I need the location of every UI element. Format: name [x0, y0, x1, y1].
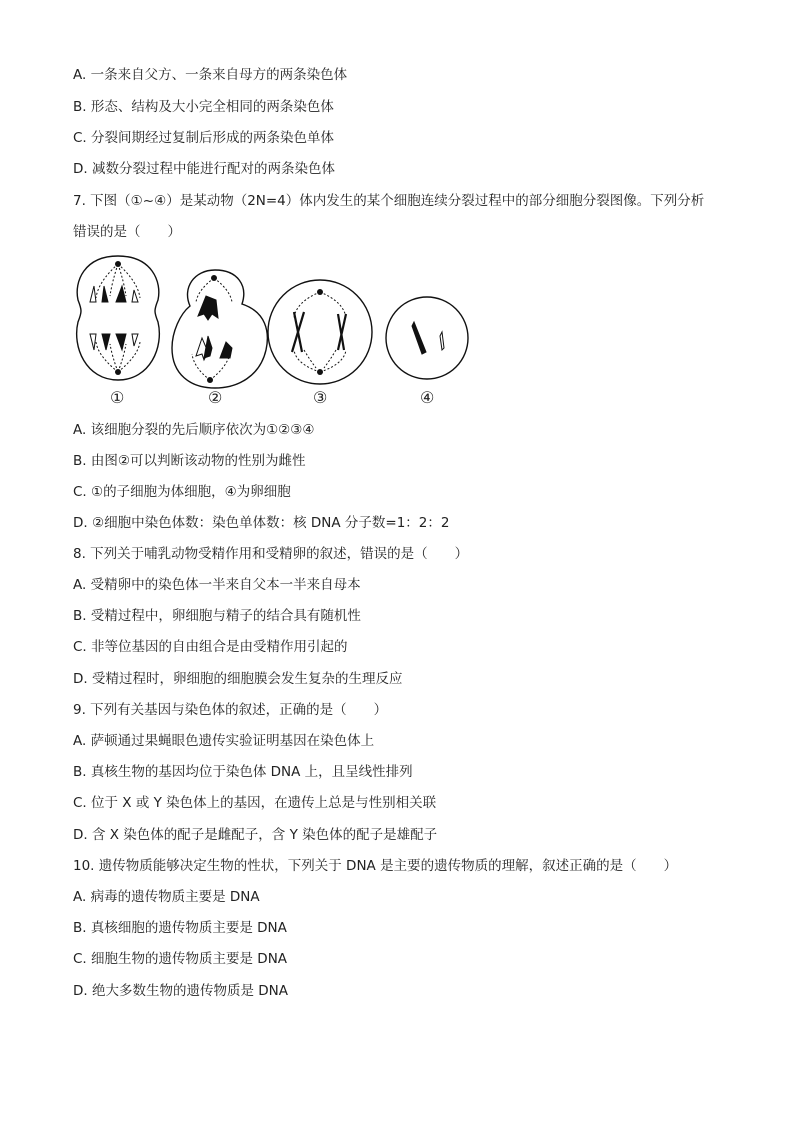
q9-option-a: A. 萨顿通过果蝇眼色遗传实验证明基因在染色体上 — [73, 733, 375, 749]
q6-option-d: D. 减数分裂过程中能进行配对的两条染色体 — [73, 161, 335, 177]
q9-option-d: D. 含 X 染色体的配子是雌配子，含 Y 染色体的配子是雄配子 — [73, 827, 438, 843]
q6-option-b: B. 形态、结构及大小完全相同的两条染色体 — [73, 99, 334, 115]
cell-2-membrane — [172, 270, 267, 388]
q10-stem: 10. 遗传物质能够决定生物的性状，下列关于 DNA 是主要的遗传物质的理解，叙述正确的是（ ） — [73, 858, 678, 874]
q7-stem-line1: 7. 下图（①~④）是某动物（2N=4）体内发生的某个细胞连续分裂过程中的部分细胞分裂图像。下列分析 — [73, 193, 705, 209]
cell-3-membrane — [268, 280, 372, 384]
q7-option-a: A. 该细胞分裂的先后顺序依次为①②③④ — [73, 422, 315, 438]
q6-option-a: A. 一条来自父方、一条来自母方的两条染色体 — [73, 67, 348, 83]
cell-4-membrane — [386, 297, 468, 379]
q7-option-b: B. 由图②可以判断该动物的性别为雌性 — [73, 453, 306, 469]
q9-option-b: B. 真核生物的基因均位于染色体 DNA 上，且呈线性排列 — [73, 764, 413, 780]
q6-option-c: C. 分裂间期经过复制后形成的两条染色单体 — [73, 130, 335, 146]
cell-division-figure — [70, 252, 480, 412]
q7-stem-line2: 错误的是（ ） — [73, 224, 181, 240]
q8-option-d: D. 受精过程时，卵细胞的细胞膜会发生复杂的生理反应 — [73, 671, 403, 687]
q8-option-b: B. 受精过程中，卵细胞与精子的结合具有随机性 — [73, 608, 361, 624]
q9-option-c: C. 位于 X 或 Y 染色体上的基因，在遗传上总是与性别相关联 — [73, 795, 437, 811]
cell-label-3: ③ — [313, 388, 328, 407]
q7-option-c: C. ①的子细胞为体细胞，④为卵细胞 — [73, 484, 291, 500]
q8-stem: 8. 下列关于哺乳动物受精作用和受精卵的叙述，错误的是（ ） — [73, 546, 469, 562]
cell-label-1: ① — [110, 388, 125, 407]
q8-option-a: A. 受精卵中的染色体一半来自父本一半来自母本 — [73, 577, 361, 593]
q9-stem: 9. 下列有关基因与染色体的叙述，正确的是（ ） — [73, 702, 388, 718]
cell-label-4: ④ — [420, 388, 435, 407]
q8-option-c: C. 非等位基因的自由组合是由受精作用引起的 — [73, 639, 348, 655]
q10-option-d: D. 绝大多数生物的遗传物质是 DNA — [73, 983, 288, 999]
q10-option-a: A. 病毒的遗传物质主要是 DNA — [73, 889, 260, 905]
cell-1-membrane — [77, 256, 160, 380]
cell-label-2: ② — [208, 388, 223, 407]
q7-option-d: D. ②细胞中染色体数：染色单体数：核 DNA 分子数=1：2：2 — [73, 515, 450, 531]
cell-division-diagram — [70, 252, 480, 412]
q10-option-c: C. 细胞生物的遗传物质主要是 DNA — [73, 951, 288, 967]
q10-option-b: B. 真核细胞的遗传物质主要是 DNA — [73, 920, 287, 936]
